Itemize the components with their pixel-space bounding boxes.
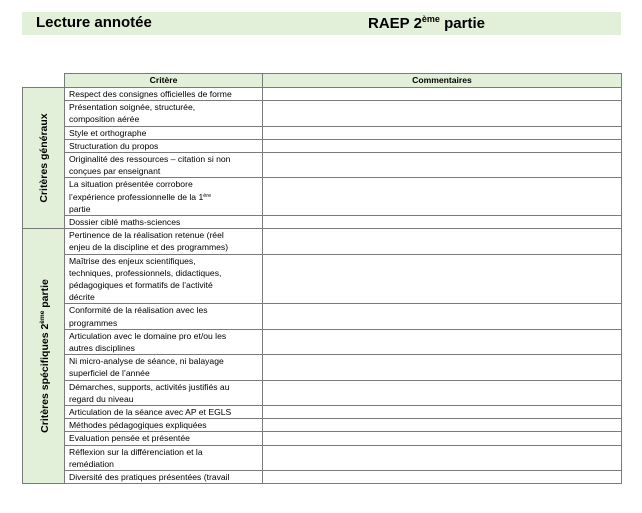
criterion-line: l’expérience professionnelle de la 1ère bbox=[69, 191, 212, 202]
category-general bbox=[23, 88, 65, 229]
criteria-row bbox=[23, 406, 622, 419]
comment-cell[interactable] bbox=[263, 88, 622, 101]
criteria-row bbox=[23, 355, 622, 380]
comment-cell[interactable] bbox=[263, 178, 622, 216]
criterion-cell bbox=[65, 406, 263, 419]
comment-cell[interactable] bbox=[263, 254, 622, 304]
criteria-row bbox=[23, 153, 622, 178]
criteria-row bbox=[23, 88, 622, 101]
column-header-criteria: Critère bbox=[65, 74, 263, 88]
comment-cell[interactable] bbox=[263, 380, 622, 405]
criteria-row bbox=[23, 380, 622, 405]
criterion-line: composition aérée bbox=[69, 114, 140, 125]
criterion-cell bbox=[65, 126, 263, 139]
criterion-line: Ni micro-analyse de séance, ni balayage bbox=[69, 356, 224, 367]
criterion-line: Démarches, supports, activités justifiés au bbox=[69, 381, 230, 392]
evaluation-grid bbox=[22, 73, 622, 484]
criterion-line: Pertinence de la réalisation retenue (réel bbox=[69, 230, 224, 241]
criterion-line: Diversité des pratiques présentées (travail bbox=[69, 472, 230, 483]
criteria-row bbox=[23, 254, 622, 304]
criterion-line: partie bbox=[69, 203, 91, 214]
criterion-line: remédiation bbox=[69, 458, 114, 469]
document-subtitle: RAEP 2ème partie bbox=[368, 14, 485, 32]
criterion-line: Respect des consignes officielles de forme bbox=[69, 89, 232, 99]
comment-cell[interactable] bbox=[263, 329, 622, 354]
category-specific bbox=[23, 229, 65, 484]
criterion-line: Réflexion sur la différenciation et la bbox=[69, 446, 203, 457]
criteria-row bbox=[23, 432, 622, 445]
criterion-cell bbox=[65, 419, 263, 432]
criterion-line: Dossier ciblé maths-sciences bbox=[69, 217, 181, 228]
criterion-line: Structuration du propos bbox=[69, 140, 159, 151]
criterion-cell bbox=[65, 329, 263, 354]
criterion-line: Articulation de la séance avec AP et EGLS bbox=[69, 407, 232, 418]
criterion-cell bbox=[65, 254, 263, 304]
criterion-line: autres disciplines bbox=[69, 343, 135, 354]
criterion-cell bbox=[65, 304, 263, 329]
criterion-cell bbox=[65, 101, 263, 126]
criteria-row bbox=[23, 419, 622, 432]
criteria-row bbox=[23, 216, 622, 229]
column-header-comments: Commentaires bbox=[263, 74, 622, 88]
table-header-row bbox=[23, 74, 622, 88]
criteria-row bbox=[23, 445, 622, 470]
criterion-line: Style et orthographe bbox=[69, 127, 147, 138]
criterion-line: regard du niveau bbox=[69, 393, 134, 404]
comment-cell[interactable] bbox=[263, 229, 622, 254]
criterion-line: Originalité des ressources – citation si non bbox=[69, 154, 231, 165]
criteria-row bbox=[23, 139, 622, 152]
criteria-row bbox=[23, 471, 622, 484]
comment-cell[interactable] bbox=[263, 126, 622, 139]
criteria-row bbox=[23, 329, 622, 354]
criterion-line: Présentation soignée, structurée, bbox=[69, 102, 196, 113]
document-title: Lecture annotée bbox=[36, 14, 152, 31]
criterion-line: enjeu de la discipline et des programmes) bbox=[69, 242, 229, 253]
criterion-cell bbox=[65, 380, 263, 405]
comment-cell[interactable] bbox=[263, 101, 622, 126]
criterion-cell bbox=[65, 445, 263, 470]
criteria-row bbox=[23, 229, 622, 254]
criterion-line: Articulation avec le domaine pro et/ou les bbox=[69, 330, 227, 341]
criterion-line: Conformité de la réalisation avec les bbox=[69, 305, 208, 316]
criterion-line: techniques, professionnels, didactiques, bbox=[69, 267, 222, 278]
criteria-row bbox=[23, 304, 622, 329]
criterion-cell bbox=[65, 471, 263, 484]
criteria-row bbox=[23, 178, 622, 216]
criteria-row bbox=[23, 126, 622, 139]
comment-cell[interactable] bbox=[263, 355, 622, 380]
criterion-line: Maîtrise des enjeux scientifiques, bbox=[69, 255, 196, 266]
comment-cell[interactable] bbox=[263, 153, 622, 178]
criterion-line: conçues par enseignant bbox=[69, 166, 161, 177]
criterion-cell bbox=[65, 229, 263, 254]
criterion-line: décrite bbox=[69, 292, 95, 303]
criterion-cell bbox=[65, 355, 263, 380]
comment-cell[interactable] bbox=[263, 471, 622, 484]
criterion-line: Méthodes pédagogiques expliquées bbox=[69, 420, 207, 431]
criterion-cell bbox=[65, 139, 263, 152]
criterion-cell bbox=[65, 88, 263, 101]
criterion-line: Evaluation pensée et présentée bbox=[69, 433, 190, 444]
criterion-cell bbox=[65, 432, 263, 445]
comment-cell[interactable] bbox=[263, 445, 622, 470]
comment-cell[interactable] bbox=[263, 419, 622, 432]
comment-cell[interactable] bbox=[263, 406, 622, 419]
criterion-cell bbox=[65, 178, 263, 216]
comment-cell[interactable] bbox=[263, 304, 622, 329]
comment-cell[interactable] bbox=[263, 216, 622, 229]
category-label: Critères spécifiques 2ème partie bbox=[38, 279, 51, 434]
criterion-line: La situation présentée corrobore bbox=[69, 179, 193, 190]
category-label: Critères généraux bbox=[37, 113, 50, 203]
criteria-row bbox=[23, 101, 622, 126]
criterion-cell bbox=[65, 153, 263, 178]
criterion-cell bbox=[65, 216, 263, 229]
criterion-line: pédagogiques et formatifs de l’activité bbox=[69, 280, 213, 291]
criterion-line: superficiel de l’année bbox=[69, 368, 150, 379]
header-band bbox=[22, 12, 621, 35]
comment-cell[interactable] bbox=[263, 432, 622, 445]
comment-cell[interactable] bbox=[263, 139, 622, 152]
criterion-line: programmes bbox=[69, 317, 118, 328]
